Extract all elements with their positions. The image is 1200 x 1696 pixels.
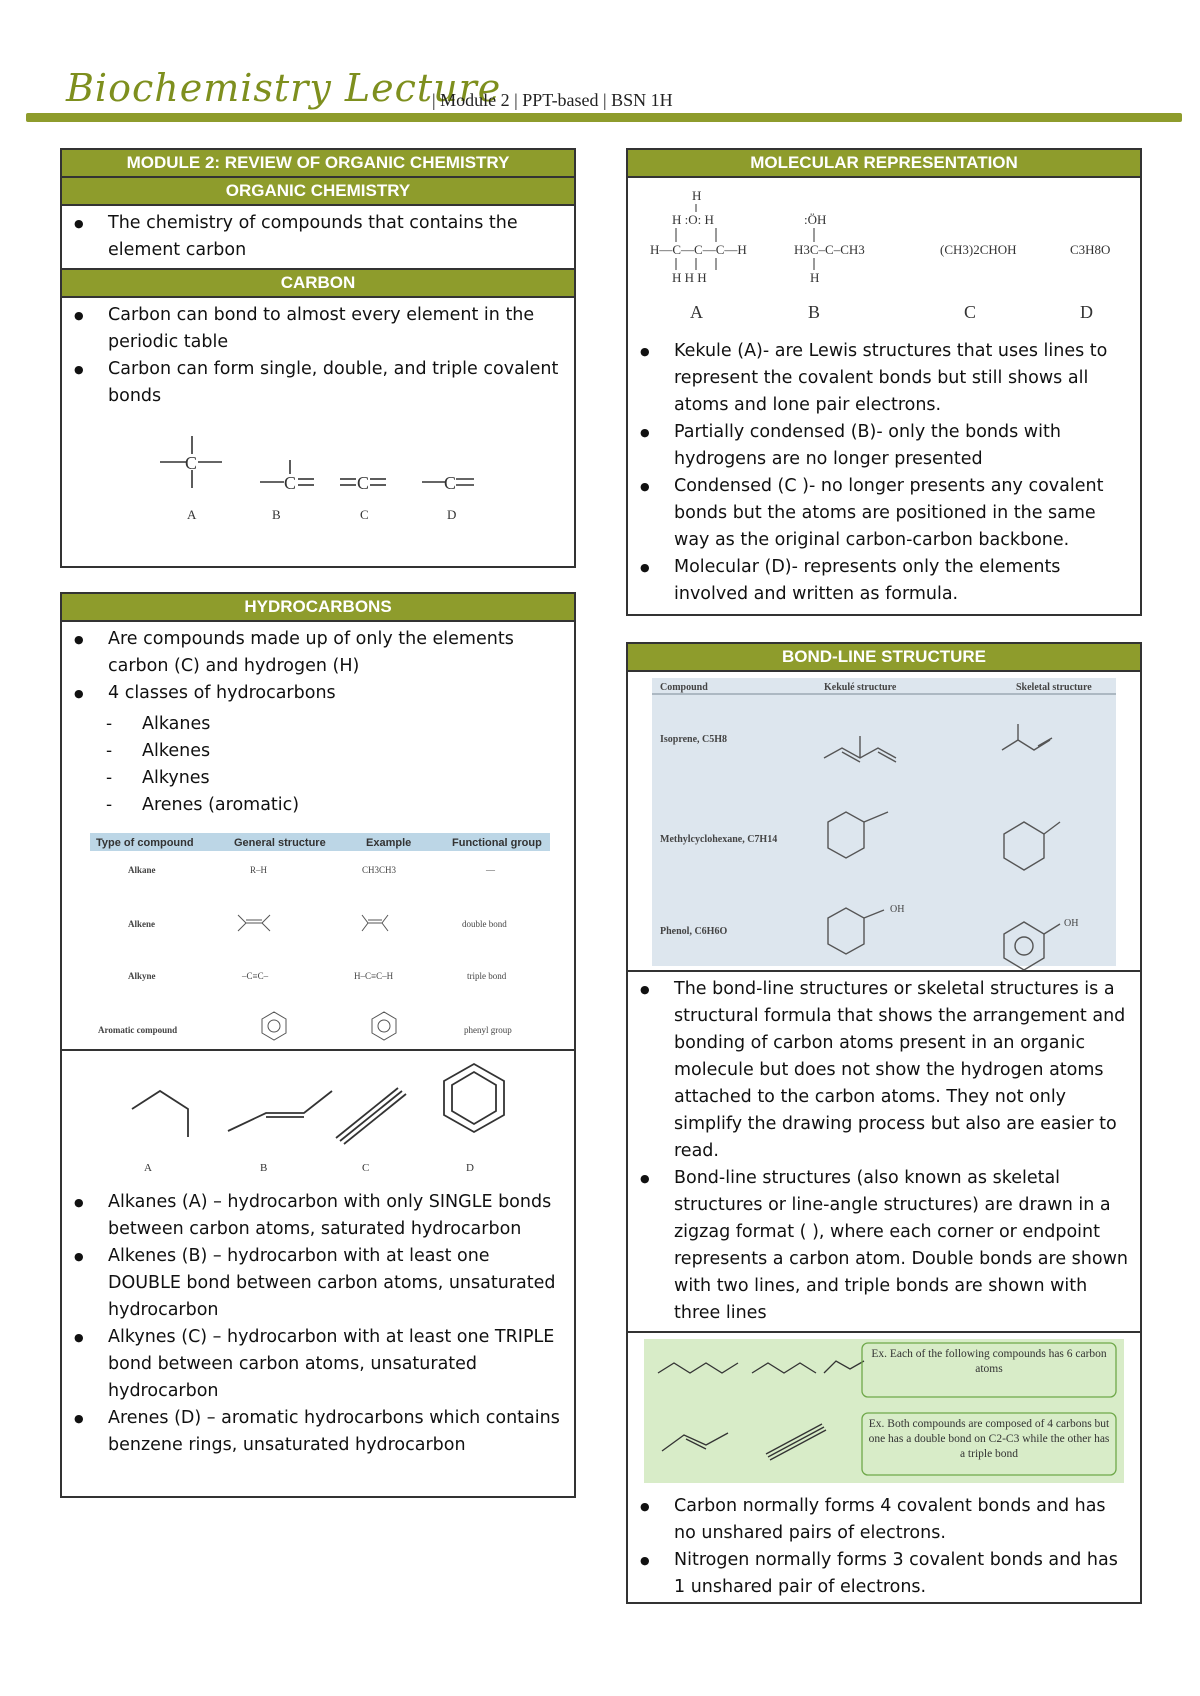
table-header: General structure — [234, 837, 326, 849]
type-fig-label-c: C — [362, 1162, 370, 1174]
compound-name: Isoprene, C5H8 — [660, 734, 728, 745]
carbon-fig-label-a: A — [187, 507, 197, 522]
svg-text:C: C — [284, 473, 297, 493]
mol-fig-label-b: B — [808, 302, 821, 322]
list-item: ● Carbon normally forms 4 covalent bonds and has no unshared pairs of electrons. — [674, 1493, 1130, 1547]
bondline-list — [628, 972, 1140, 1331]
carbon-list — [62, 298, 574, 414]
module-title: MODULE 2: REVIEW OF ORGANIC CHEMISTRY — [62, 150, 574, 178]
table-cell: Alkene — [128, 919, 155, 929]
list-item: ● The bond-line structures or skeletal structures is a structural formula that shows the arrangement and bonding of carbon atoms present in an organic molecule but does not show the hydrogen atoms attached to the carbon atoms. They not only simplify the drawing process but also are easier to read. — [674, 976, 1130, 1165]
hydrocarbon-types-figure — [62, 1051, 574, 1189]
header-subtitle: | Module 2 | PPT-based | BSN 1H — [432, 90, 673, 110]
svg-text:C: C — [185, 453, 198, 473]
hydrocarbons-box — [60, 592, 576, 1498]
molecular-list — [628, 338, 1140, 612]
list-item: - Alkanes — [142, 711, 564, 738]
hydrocarbon-classes — [62, 711, 574, 819]
table-header: Type of compound — [96, 837, 194, 849]
list-item: ● Alkynes (C) – hydrocarbon with at least one TRIPLE bond between carbon atoms, unsaturated hydrocarbon — [108, 1324, 564, 1405]
carbon-fig-label-b: B — [272, 507, 281, 522]
hydrocarbons-list — [62, 622, 574, 711]
type-fig-label-a: A — [144, 1162, 152, 1174]
formula-c: (CH3)2CHOH — [940, 242, 1017, 257]
bondline-box — [626, 642, 1142, 1604]
formula-b: H3C–C–CH3 — [794, 242, 865, 257]
table-cell: double bond — [462, 919, 507, 929]
list-item: ● Condensed (C )- no longer presents any covalent bonds but the atoms are positioned in the same way as the original carbon-carbon backbone. — [674, 473, 1130, 554]
organic-list — [62, 206, 574, 268]
list-item: ● Carbon can form single, double, and triple covalent bonds — [108, 356, 564, 410]
table-cell: Alkyne — [128, 971, 156, 981]
table-cell: Alkane — [128, 865, 156, 875]
list-item: ● The chemistry of compounds that contains the element carbon — [108, 210, 564, 264]
list-item: ● Partially condensed (B)- only the bonds with hydrogens are no longer presented — [674, 419, 1130, 473]
list-item: ● Arenes (D) – aromatic hydrocarbons which contains benzene rings, unsaturated hydrocarbon — [108, 1405, 564, 1459]
hydrocarbon-table-figure — [62, 819, 574, 1049]
carbon-bonds-figure — [62, 414, 574, 544]
table-header: Functional group — [452, 837, 542, 849]
type-fig-label-b: B — [260, 1162, 268, 1174]
type-fig-label-d: D — [466, 1162, 474, 1174]
bondline-col-header: Skeletal structure — [1016, 682, 1092, 693]
svg-text:H—C—C—C—H: H—C—C—C—H — [650, 242, 747, 257]
bondline-heading: BOND-LINE STRUCTURE — [628, 644, 1140, 672]
mol-fig-label-a: A — [690, 302, 703, 322]
svg-text::ÖH: :ÖH — [804, 212, 827, 227]
list-item: - Arenes (aromatic) — [142, 792, 564, 819]
table-header: Example — [366, 837, 412, 849]
table-cell: phenyl group — [464, 1025, 512, 1035]
list-item: ● Carbon can bond to almost every element in the periodic table — [108, 302, 564, 356]
formula-d: C3H8O — [1070, 242, 1111, 257]
svg-text:H: H — [810, 270, 820, 285]
bondline-final-list — [628, 1489, 1140, 1605]
mol-fig-label-c: C — [964, 302, 977, 322]
header-rule — [26, 113, 1182, 122]
list-item: ● Are compounds made up of only the elements carbon (C) and hydrogen (H) — [108, 626, 564, 680]
table-cell: H–C≡C–H — [354, 971, 394, 981]
list-item: ● Molecular (D)- represents only the elements involved and written as formula. — [674, 554, 1130, 608]
bondline-col-header: Kekulé structure — [824, 682, 897, 693]
table-cell: CH3CH3 — [362, 865, 397, 875]
bondline-table-figure — [628, 672, 1140, 970]
carbon-heading: CARBON — [62, 268, 574, 298]
molecular-box — [626, 148, 1142, 616]
bondline-examples-figure — [628, 1333, 1140, 1489]
table-cell: triple bond — [467, 971, 507, 981]
compound-name: Phenol, C6H6O — [660, 926, 728, 937]
module-box — [60, 148, 576, 568]
list-item: - Alkynes — [142, 765, 564, 792]
molecular-figure — [628, 178, 1140, 338]
svg-text:OH: OH — [1064, 918, 1079, 929]
list-item: ● 4 classes of hydrocarbons — [108, 680, 564, 707]
list-item: ● Alkenes (B) – hydrocarbon with at least one DOUBLE bond between carbon atoms, unsaturated hydrocarbon — [108, 1243, 564, 1324]
hydrocarbons-heading: HYDROCARBONS — [62, 594, 574, 622]
svg-text:OH: OH — [890, 904, 905, 915]
example-note-1: Ex. Each of the following compounds has 6 carbon atoms — [871, 1348, 1107, 1375]
molecular-heading: MOLECULAR REPRESENTATION — [628, 150, 1140, 178]
table-cell: — — [486, 865, 495, 875]
bondline-col-header: Compound — [660, 682, 708, 693]
carbon-fig-label-d: D — [447, 507, 457, 522]
organic-heading: ORGANIC CHEMISTRY — [62, 178, 574, 206]
header-title: Biochemistry Lecture — [66, 66, 502, 110]
list-item: ● Bond-line structures (also known as skeletal structures or line-angle structures) are drawn in a zigzag format ( ), where each corner or endpoint represents a carbon atom. Double bonds are shown with two lines, and triple bonds are shown with three lines — [674, 1165, 1130, 1327]
svg-text:H H H: H H H — [672, 270, 707, 285]
example-note-2: Ex. Both compounds are composed of 4 carbons but one has a double bond on C2-C3 while the other has a triple bond — [868, 1418, 1110, 1460]
carbon-fig-label-c: C — [360, 507, 369, 522]
mol-fig-label-d: D — [1080, 302, 1093, 322]
compound-name: Methylcyclohexane, C7H14 — [660, 834, 778, 845]
list-item: ● Nitrogen normally forms 3 covalent bonds and has 1 unshared pair of electrons. — [674, 1547, 1130, 1601]
table-cell: R–H — [250, 865, 268, 875]
svg-text:H: H — [692, 188, 702, 203]
list-item: ● Alkanes (A) – hydrocarbon with only SINGLE bonds between carbon atoms, saturated hydrocarbon — [108, 1189, 564, 1243]
table-cell: Aromatic compound — [98, 1025, 178, 1035]
svg-text:H :O: H: H :O: H — [672, 212, 714, 227]
table-cell: –C≡C– — [242, 971, 269, 981]
list-item: ● Kekule (A)- are Lewis structures that uses lines to represent the covalent bonds but still shows all atoms and lone pair electrons. — [674, 338, 1130, 419]
list-item: - Alkenes — [142, 738, 564, 765]
svg-text:C: C — [444, 473, 457, 493]
svg-text:C: C — [357, 473, 370, 493]
hydrocarbon-types-list — [62, 1189, 574, 1463]
